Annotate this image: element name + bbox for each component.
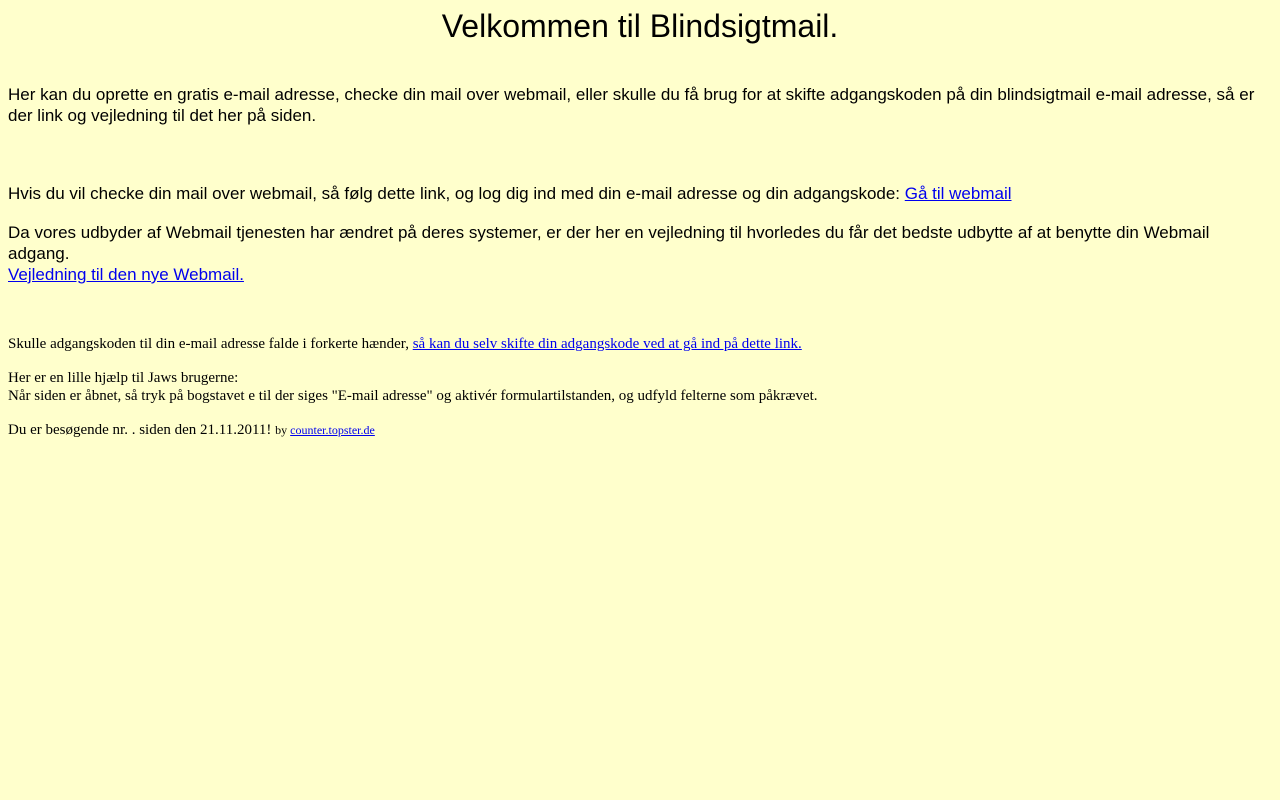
webmail-paragraph [8,183,1272,204]
password-text: Skulle adgangskoden til din e-mail adresse falde i forkerte hænder, [8,336,413,352]
provider-paragraph [8,222,1272,285]
webmail-link[interactable]: Gå til webmail [904,184,1012,203]
counter-provider-link[interactable]: counter.topster.de [290,423,375,437]
change-password-link[interactable]: så kan du selv skifte din adgangskode ved at gå ind på dette link. [412,336,802,352]
counter-by-label: by [275,423,291,437]
page-title: Velkommen til Blindsigtmail. [441,8,839,44]
visitor-counter-text: Du er besøgende nr. . siden den 21.11.2011! [8,422,276,438]
jaws-help-instructions: Når siden er åbnet, så tryk på bogstavet e til der siges "E-mail adresse" og aktivér formulartilstanden, og udfyld felterne som påkrævet. [8,388,818,404]
intro-paragraph: Her kan du oprette en gratis e-mail adresse, checke din mail over webmail, eller skulle du få brug for at skifte adgangskoden på din blindsigtmail e-mail adresse, så er der link og vejledning til det her på siden. [8,85,1255,125]
webmail-text: Hvis du vil checke din mail over webmail, så følg dette link, og log dig ind med din e-mail adresse og din adgangskode: [8,184,905,203]
jaws-help-heading: Her er en lille hjælp til Jaws brugerne: [8,370,239,386]
jaws-help [8,369,1272,405]
provider-text: Da vores udbyder af Webmail tjenesten har ændret på deres systemer, er der her en vejledning til hvorledes du får det bedste udbytte af at benytte din Webmail adgang. [8,223,1210,263]
password-paragraph [8,335,1272,353]
visitor-counter [8,421,1272,439]
webmail-guide-link[interactable]: Vejledning til den nye Webmail. [8,265,244,284]
